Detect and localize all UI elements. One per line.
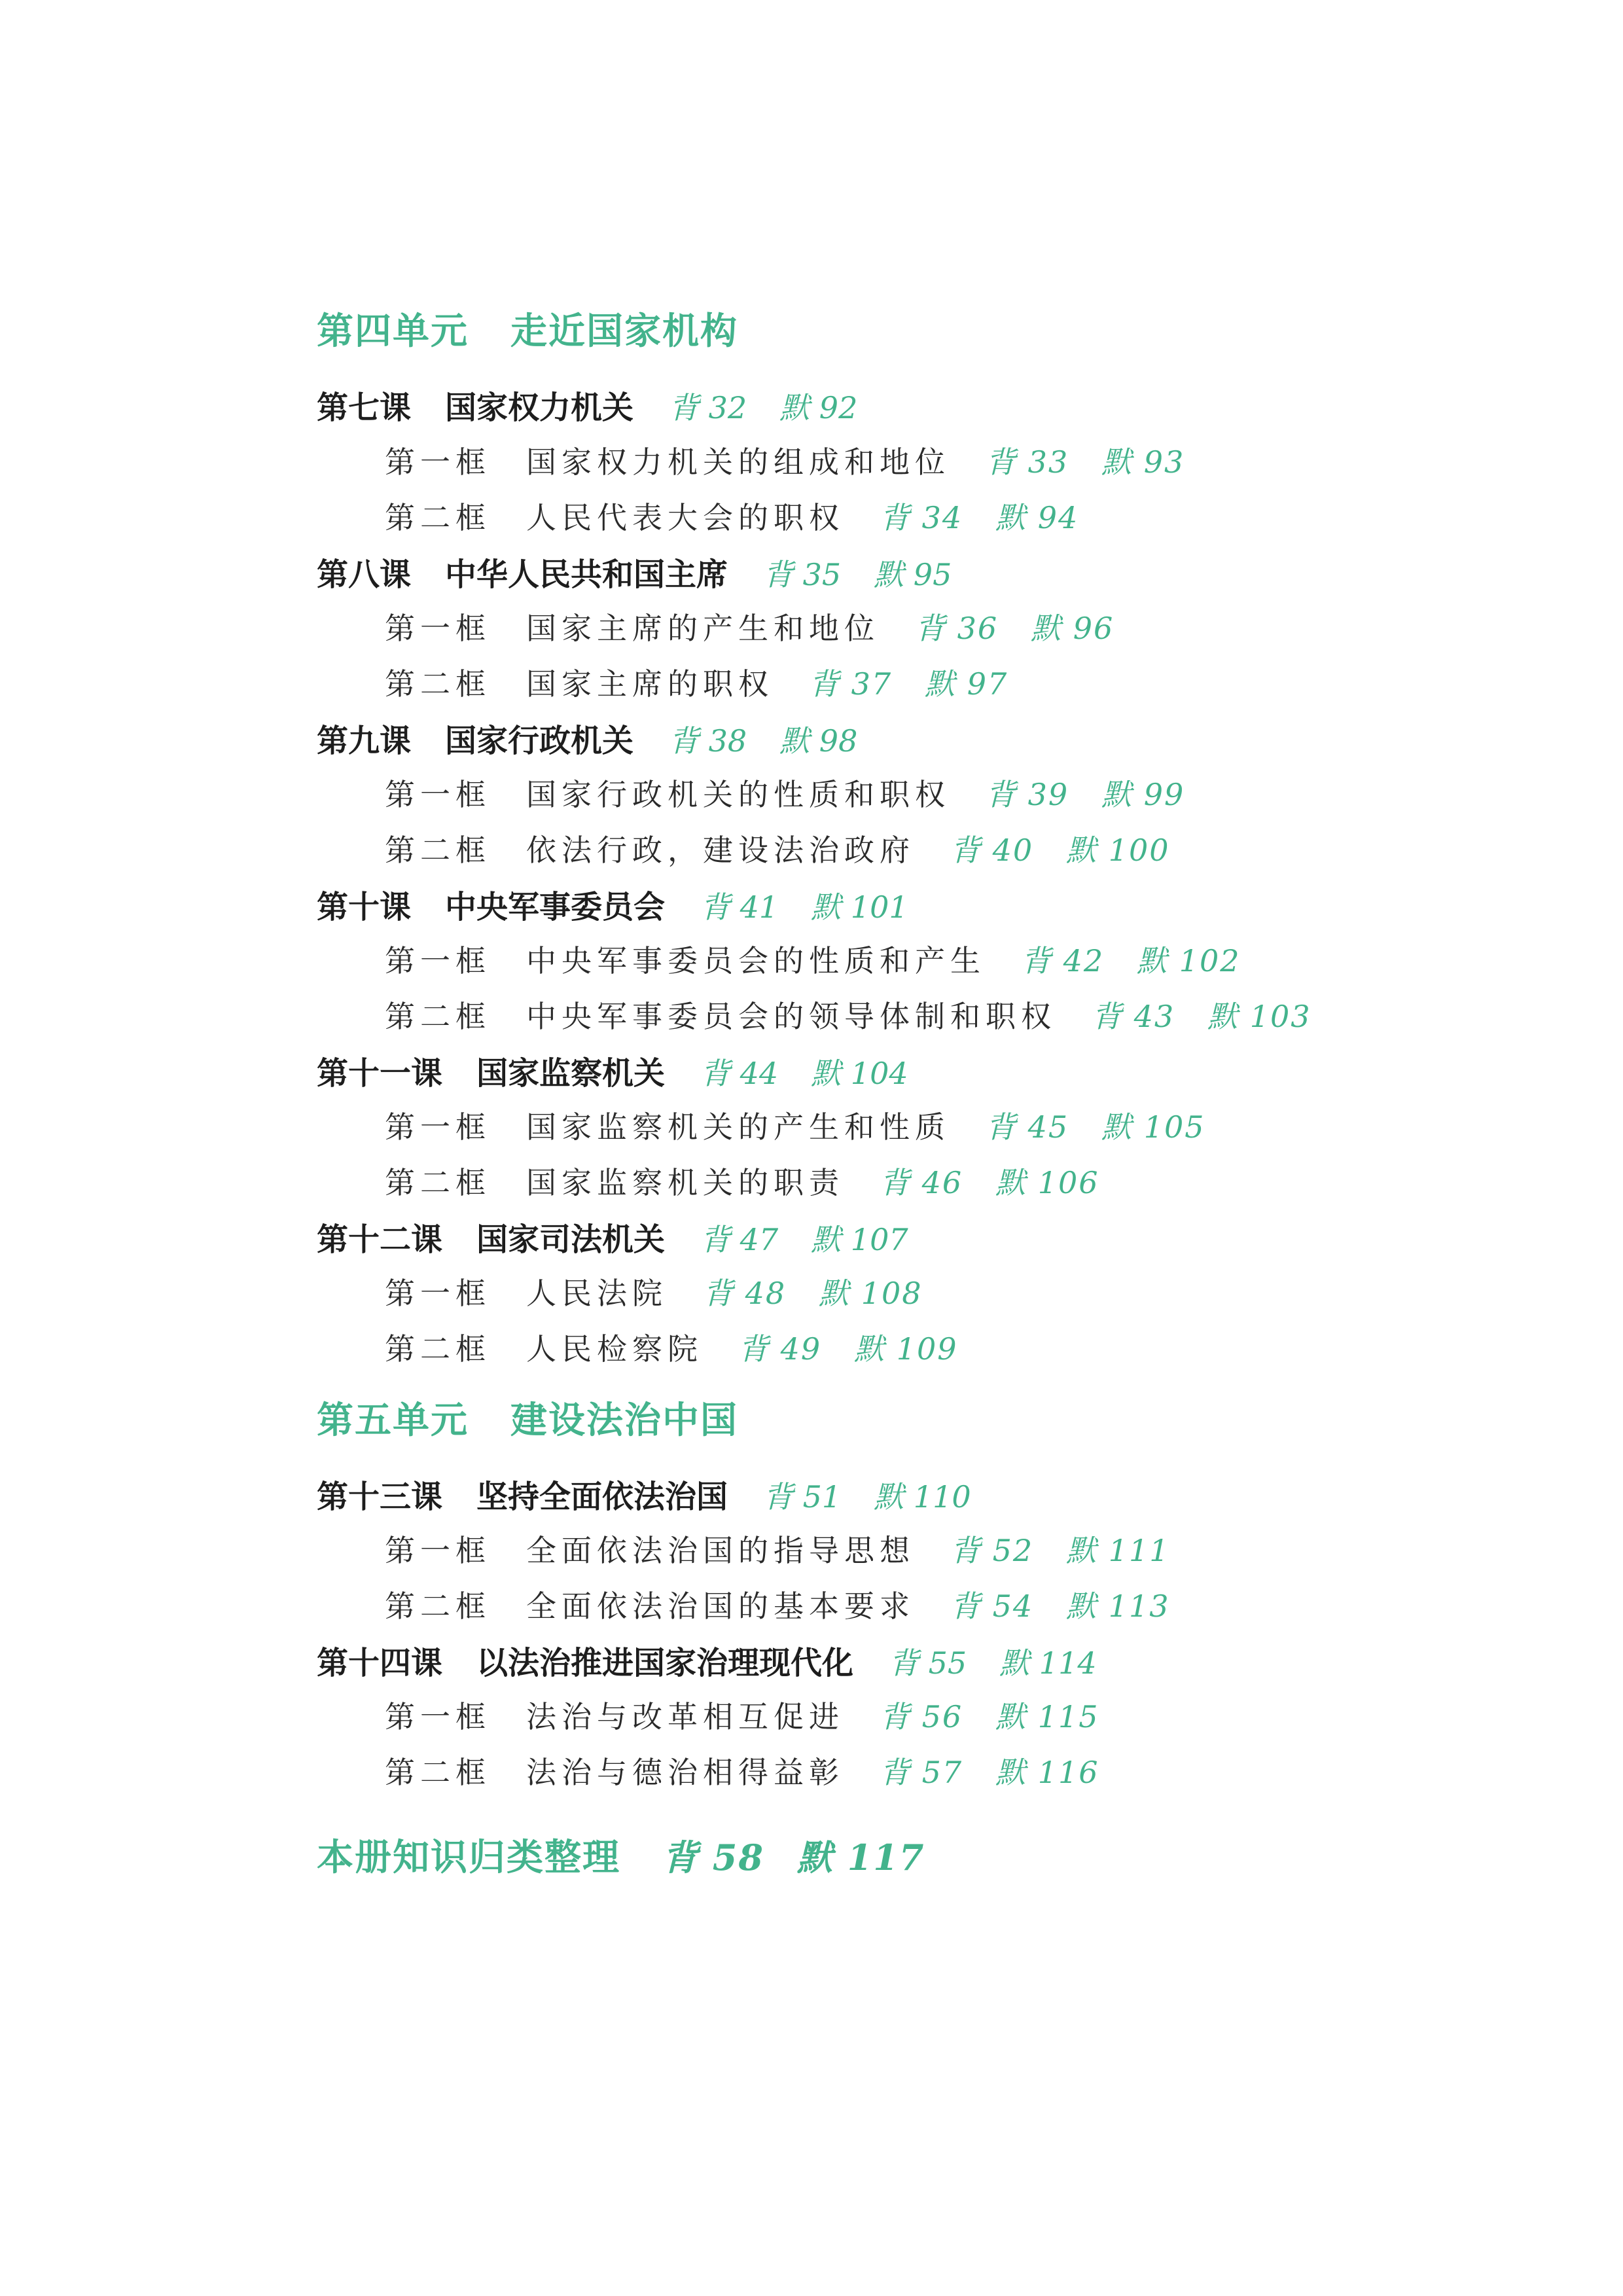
lesson-title: 国家司法机关 [476,1221,666,1258]
section-number: 第二框 [385,833,491,868]
section-number: 第一框 [385,943,491,978]
lesson-entry[interactable] [317,549,952,594]
bei-page-ref: 背 54 [950,1588,1034,1624]
mo-page-ref: 默 100 [1066,833,1170,868]
bei-page-ref: 背 33 [986,444,1069,480]
bei-page-ref: 背 49 [738,1331,822,1367]
section-title: 全面依法治国的指导思想 [526,1533,915,1568]
section-title: 国家监察机关的产生和性质 [526,1109,950,1145]
mo-page-ref: 默 99 [1101,777,1185,812]
mo-page-ref: 默 106 [995,1165,1099,1200]
bei-page-ref: 背 34 [880,500,963,535]
unit-heading[interactable] [317,302,738,355]
bei-page-ref: 背 41 [700,889,779,925]
bei-page-ref: 背 35 [763,557,842,592]
mo-page-ref: 默 110 [874,1479,971,1515]
bei-page-ref: 背 38 [669,723,747,759]
bei-page-ref: 背 58 [662,1837,764,1878]
section-title: 依法行政，建设法治政府 [526,833,915,868]
mo-page-ref: 默 101 [811,889,908,925]
lesson-number: 第九课 [317,723,412,759]
section-entry[interactable] [385,1527,1170,1570]
mo-page-ref: 默 103 [1207,999,1311,1034]
bei-page-ref: 背 43 [1092,999,1175,1034]
lesson-title: 国家监察机关 [476,1055,666,1092]
section-number: 第一框 [385,1109,491,1145]
lesson-number: 第十二课 [317,1221,443,1258]
lesson-entry[interactable] [317,1214,908,1259]
unit-number: 第四单元 [317,310,469,353]
section-number: 第一框 [385,777,491,812]
section-number: 第一框 [385,444,491,480]
lesson-title: 以法治推进国家治理现代化 [476,1645,854,1681]
bei-page-ref: 背 46 [880,1165,963,1200]
lesson-number: 第八课 [317,556,412,593]
unit-title: 走近国家机构 [510,310,738,353]
bei-page-ref: 背 40 [950,833,1034,868]
bei-page-ref: 背 37 [809,666,893,702]
section-title: 国家权力机关的组成和地位 [526,444,950,480]
lesson-number: 第十一课 [317,1055,443,1092]
section-title: 人民法院 [526,1276,668,1311]
lesson-number: 第七课 [317,389,412,426]
mo-page-ref: 默 93 [1101,444,1185,480]
lesson-entry[interactable] [317,715,857,761]
bei-page-ref: 背 44 [700,1056,779,1091]
section-title: 法治与德治相得益彰 [526,1755,844,1790]
section-title: 国家监察机关的职责 [526,1165,844,1200]
unit-heading[interactable] [317,1391,738,1444]
section-number: 第二框 [385,1165,491,1200]
mo-page-ref: 默 104 [811,1056,908,1091]
lesson-number: 第十课 [317,889,412,925]
lesson-title: 国家行政机关 [445,723,634,759]
lesson-entry[interactable] [317,1048,908,1093]
bei-page-ref: 背 39 [986,777,1069,812]
bei-page-ref: 背 36 [915,611,999,646]
mo-page-ref: 默 108 [819,1276,923,1311]
section-entry[interactable] [385,937,1241,980]
unit-title: 建设法治中国 [510,1399,738,1442]
lesson-entry[interactable] [317,882,908,927]
section-number: 第二框 [385,999,491,1034]
section-entry[interactable] [385,1693,1099,1736]
mo-page-ref: 默 102 [1137,943,1241,978]
mo-page-ref: 默 115 [995,1699,1099,1734]
section-number: 第一框 [385,1699,491,1734]
section-title: 中央军事委员会的领导体制和职权 [526,999,1056,1034]
section-number: 第二框 [385,500,491,535]
section-title: 人民检察院 [526,1331,703,1367]
section-title: 法治与改革相互促进 [526,1699,844,1734]
section-title: 国家主席的职权 [526,666,774,702]
lesson-entry[interactable] [317,1638,1097,1683]
appendix-title: 本册知识归类整理 [317,1836,620,1879]
mo-page-ref: 默 107 [811,1222,908,1257]
section-entry[interactable] [385,827,1170,870]
section-entry[interactable] [385,1103,1205,1147]
mo-page-ref: 默 94 [995,500,1079,535]
lesson-entry[interactable] [317,1471,971,1516]
section-entry[interactable] [385,1159,1099,1202]
mo-page-ref: 默 96 [1031,611,1115,646]
lesson-number: 第十三课 [317,1479,443,1515]
bei-page-ref: 背 45 [986,1109,1069,1145]
section-title: 中央军事委员会的性质和产生 [526,943,986,978]
section-entry[interactable] [385,660,1008,704]
section-number: 第一框 [385,611,491,646]
mo-page-ref: 默 97 [925,666,1008,702]
mo-page-ref: 默 111 [1066,1533,1170,1568]
lesson-title: 中华人民共和国主席 [445,556,728,593]
mo-page-ref: 默 113 [1066,1588,1170,1624]
mo-page-ref: 默 117 [796,1837,925,1878]
lesson-title: 国家权力机关 [445,389,634,426]
section-title: 国家行政机关的性质和职权 [526,777,950,812]
section-entry[interactable] [385,439,1185,482]
section-entry[interactable] [385,1325,958,1369]
bei-page-ref: 背 47 [700,1222,779,1257]
mo-page-ref: 默 92 [779,390,858,425]
lesson-title: 坚持全面依法治国 [476,1479,728,1515]
bei-page-ref: 背 57 [880,1755,963,1790]
section-number: 第一框 [385,1276,491,1311]
section-number: 第二框 [385,666,491,702]
section-number: 第二框 [385,1331,491,1367]
section-entry[interactable] [385,1749,1099,1792]
mo-page-ref: 默 109 [854,1331,958,1367]
section-title: 国家主席的产生和地位 [526,611,880,646]
lesson-title: 中央军事委员会 [445,889,666,925]
appendix-heading[interactable] [317,1829,925,1881]
section-title: 全面依法治国的基本要求 [526,1588,915,1624]
section-number: 第二框 [385,1588,491,1624]
bei-page-ref: 背 48 [703,1276,787,1311]
section-number: 第一框 [385,1533,491,1568]
section-title: 人民代表大会的职权 [526,500,844,535]
bei-page-ref: 背 52 [950,1533,1034,1568]
section-entry[interactable] [385,771,1185,814]
mo-page-ref: 默 116 [995,1755,1099,1790]
section-number: 第二框 [385,1755,491,1790]
unit-number: 第五单元 [317,1399,469,1442]
bei-page-ref: 背 51 [763,1479,842,1515]
section-entry[interactable] [385,494,1079,537]
section-entry[interactable] [385,993,1311,1036]
mo-page-ref: 默 95 [874,557,952,592]
section-entry[interactable] [385,605,1114,648]
lesson-number: 第十四课 [317,1645,443,1681]
mo-page-ref: 默 98 [779,723,858,759]
section-entry[interactable] [385,1270,923,1313]
bei-page-ref: 背 55 [889,1645,967,1681]
bei-page-ref: 背 56 [880,1699,963,1734]
bei-page-ref: 背 32 [669,390,747,425]
lesson-entry[interactable] [317,382,857,427]
section-entry[interactable] [385,1583,1170,1626]
bei-page-ref: 背 42 [1021,943,1105,978]
mo-page-ref: 默 105 [1101,1109,1205,1145]
mo-page-ref: 默 114 [999,1645,1097,1681]
